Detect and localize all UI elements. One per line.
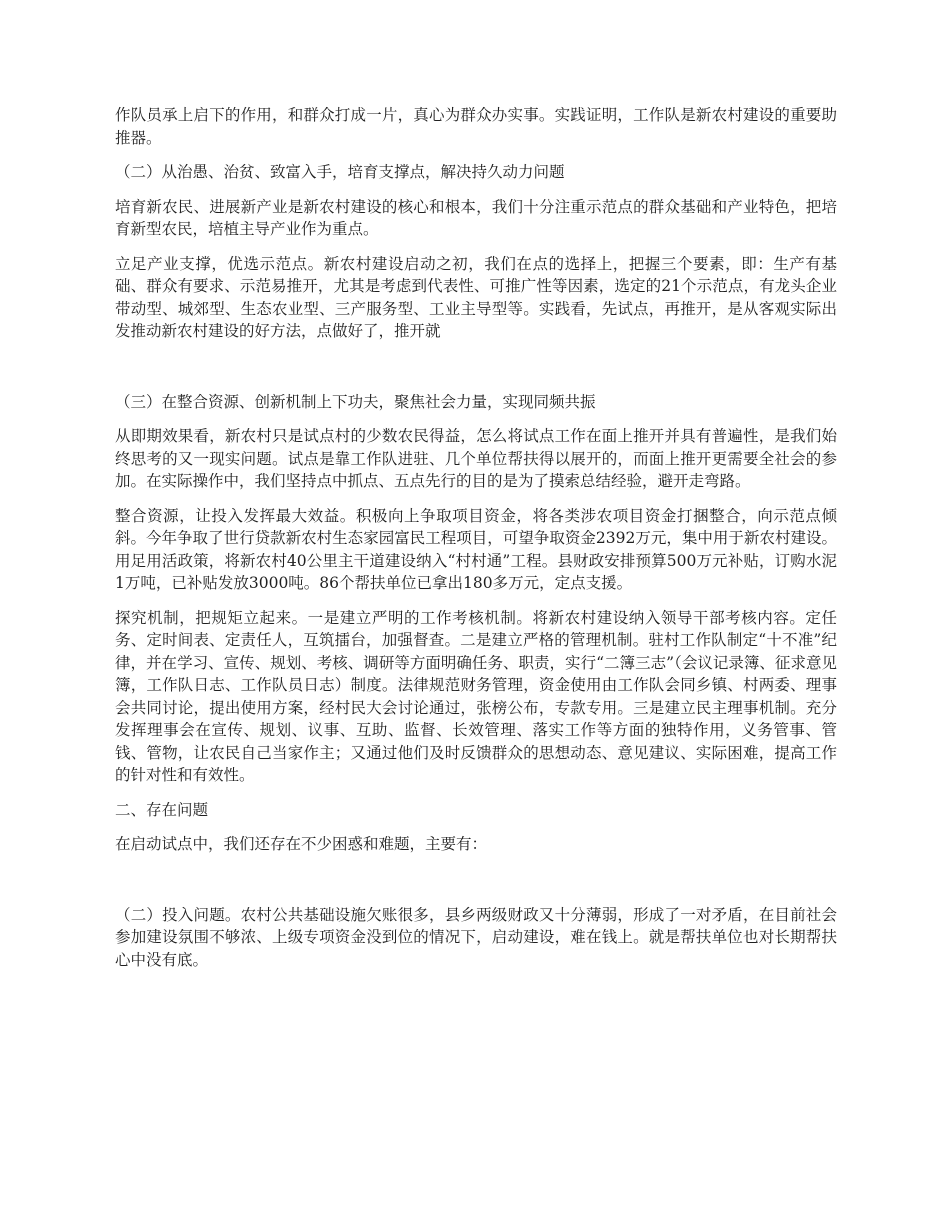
chapter-heading-problems: 二、存在问题: [115, 800, 209, 819]
section-heading-2: （二）从治愚、治贫、致富入手，培育支撑点，解决持久动力问题: [115, 163, 565, 181]
paragraph: 整合资源，让投入发挥最大效益。积极向上争取项目资金，将各类涉农项目资金打捆整合，向示范点倾斜。今年争取了世行贷款新农村生态家园富民工程项目，可望争取资金2392万元，集中用于新农村建设。用足用活政策，将新农村40公里主干道建设纳入“村村通”工程。县财政安排预算500万元补贴，订购水泥1万吨，已补贴发放3000吨。86个帮扶单位已拿出180多万元，定点支援。: [115, 506, 837, 592]
blank-space: [115, 355, 837, 391]
paragraph: （二）投入问题。农村公共基础设施欠账很多，县乡两级财政又十分薄弱，形成了一对矛盾，在目前社会参加建设氛围不够浓、上级专项资金没到位的情况下，启动建设，难在钱上。就是帮扶单位也对长期帮扶心中没有底。: [115, 905, 837, 969]
paragraph: 从即期效果看，新农村只是试点村的少数农民得益，怎么将试点工作在面上推开并具有普遍性，是我们始终思考的又一现实问题。试点是靠工作队进驻、几个单位帮扶得以展开的，而面上推开更需要全社会的参加。在实际操作中，我们坚持点中抓点、五点先行的目的是为了摸索总结经验，避开走弯路。: [115, 427, 837, 490]
paragraph: 在启动试点中，我们还存在不少困惑和难题，主要有：: [115, 835, 488, 853]
paragraph: 立足产业支撑，优选示范点。新农村建设启动之初，我们在点的选择上，把握三个要素，即：生产有基础、群众有要求、示范易推开，尤其是考虑到代表性、可推广性等因素，选定的21个示范点，有龙头企业带动型、城郊型、生态农业型、三产服务型、工业主导型等。实践看，先试点，再推开，是从客观实际出发推动新农村建设的好方法，点做好了，推开就: [115, 254, 837, 340]
paragraph-continuation: 作队员承上启下的作用，和群众打成一片，真心为群众办实事。实践证明，工作队是新农村建设的重要助推器。: [115, 106, 837, 147]
paragraph: 培育新农民、进展新产业是新农村建设的核心和根本，我们十分注重示范点的群众基础和产业特色，把培育新型农民，培植主导产业作为重点。: [115, 197, 837, 238]
paragraph: 探究机制，把规矩立起来。一是建立严明的工作考核机制。将新农村建设纳入领导干部考核内容。定任务、定时间表、定责任人，互筑擂台，加强督查。二是建立严格的管理机制。驻村工作队制定“十不准”纪律，并在学习、宣传、规划、考核、调研等方面明确任务、职责，实行“二簿三志”（会议记录簿、征求意见簿，工作队日志、工作队员日志）制度。法律规范财务管理，资金使用由工作队会同乡镇、村两委、理事会共同讨论，提出使用方案，经村民大会讨论通过，张榜公布，专款专用。三是建立民主理事机制。充分发挥理事会在宣传、规划、议事、互助、监督、长效管理、落实工作等方面的独特作用，义务管事、管钱、管物，让农民自己当家作主；又通过他们及时反馈群众的思想动态、意见建议、实际困难，提高工作的针对性和有效性。: [115, 608, 837, 784]
blank-space: [115, 868, 837, 904]
section-heading-3: （三）在整合资源、创新机制上下功夫，聚焦社会力量，实现同频共振: [115, 392, 596, 411]
document-body: [115, 104, 837, 983]
